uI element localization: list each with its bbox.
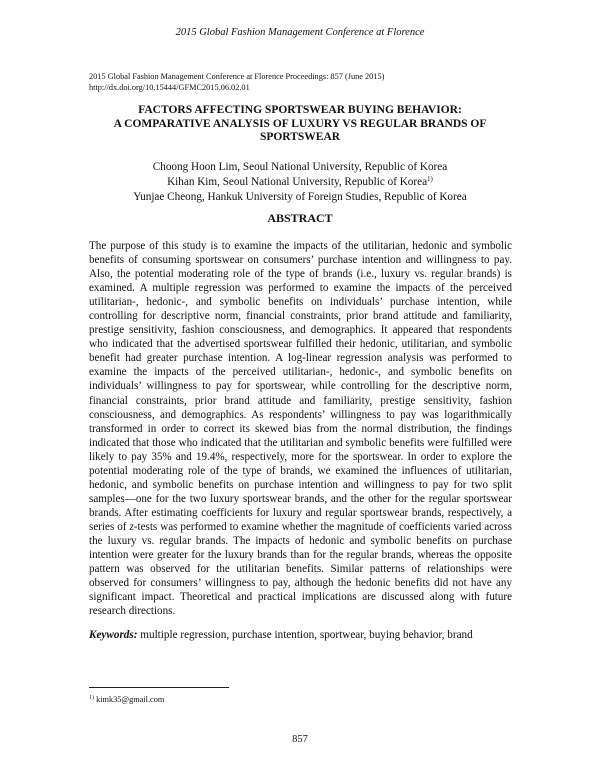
page-number: 857: [292, 734, 308, 745]
doi-link[interactable]: http://dx.doi.org/10.15444/GFMC2015.06.02.01: [89, 83, 250, 92]
footnote-mark: 1): [89, 695, 94, 701]
keywords-text: multiple regression, purchase intention, sportwear, buying behavior, brand: [137, 629, 473, 641]
footnote-email[interactable]: kimk35@gmail.com: [94, 695, 165, 704]
keywords: [89, 629, 512, 641]
keywords-label: Keywords:: [89, 629, 138, 641]
title-line-2: A COMPARATIVE ANALYSIS OF LUXURY VS REGULAR BRANDS OF: [113, 117, 487, 130]
proceedings-line: 2015 Global Fashion Management Conference at Florence Proceedings: 857 (June 2015): [89, 72, 385, 81]
proceedings-info: [89, 71, 529, 93]
footnote: [89, 695, 164, 704]
author-1: Choong Hoon Lim, Seoul National University, Republic of Korea: [152, 161, 448, 173]
title-line-1: FACTORS AFFECTING SPORTSWEAR BUYING BEHAVIOR:: [138, 104, 462, 116]
paper-title: [60, 104, 540, 145]
author-list: [60, 160, 540, 205]
abstract-text-part-2: -tests was performed to examine whether the magnitude of coefficients varied across the luxury vs. regular brands. The impacts of hedonic and symbolic benefits on purchase intention were greater for the luxury brands than for the regular brands, whereas the opposite pattern was observed for the utilitarian benefits. Similar patterns of relationships were observed for consumers’ willingness to pay, although the hedonic benefits did not have any significant impact. Theoretical and practical implications are discussed along with future research directions.: [89, 520, 512, 618]
abstract-text-part-1: The purpose of this study is to examine the impacts of the utilitarian, hedonic and symbolic benefits of consuming sportswear on consumers’ purchase intention and willingness to pay. Also, the potential moderating role of the type of brands (i.e., luxury vs. regular brands) is examined. A multiple regression was performed to examine the impacts of the perceived utilitarian-, hedonic-, and symbolic benefits on individuals’ purchase intention, while controlling for descriptive norm, financial constraints, prior brand attitude and familiarity, prestige sensitivity, fashion consciousness, and demographics. It appeared that respondents who indicated that the advertised sportswear fulfilled their hedonic, utilitarian, and symbolic benefit had greater purchase intention. A log-linear regression analysis was performed to examine the impacts of the perceived utilitarian-, hedonic-, and symbolic benefits on individuals’ willingness to pay for sportswear, while controlling for the descriptive norm, financial constraints, prior brand attitude and familiarity, prestige sensitivity, fashion consciousness, and demographics. As respondents’ willingness to pay was logarithmically transformed in order to correct its skewed bias from the normal distribution, the findings indicated that those who indicated that the utilitarian and symbolic benefits were fulfilled were likely to pay 35% and 19.4%, respectively, more for the sportswear. In order to explore the potential moderating role of the type of brands, we examined the influences of utilitarian, hedonic, and symbolic benefits on purchase intention and willingness to pay for two split samples—one for the two luxury sportswear brands, and the other for the regular sportswear brands. After estimating coefficients for luxury and regular sportswear brands, respectively, a series of: [89, 240, 512, 533]
running-header: 2015 Global Fashion Management Conference at Florence: [175, 27, 425, 38]
footnote-divider: [89, 687, 229, 688]
author-3: Yunjae Cheong, Hankuk University of Foreign Studies, Republic of Korea: [133, 191, 467, 203]
footnote-marker: 1): [427, 175, 433, 183]
abstract-z-symbol: z: [129, 520, 134, 533]
abstract-heading: ABSTRACT: [267, 211, 333, 225]
author-2: [60, 175, 540, 190]
author-2-text: Kihan Kim, Seoul National University, Republic of Korea: [167, 176, 428, 188]
title-line-3: SPORTSWEAR: [259, 131, 341, 143]
abstract-body: [89, 239, 512, 618]
